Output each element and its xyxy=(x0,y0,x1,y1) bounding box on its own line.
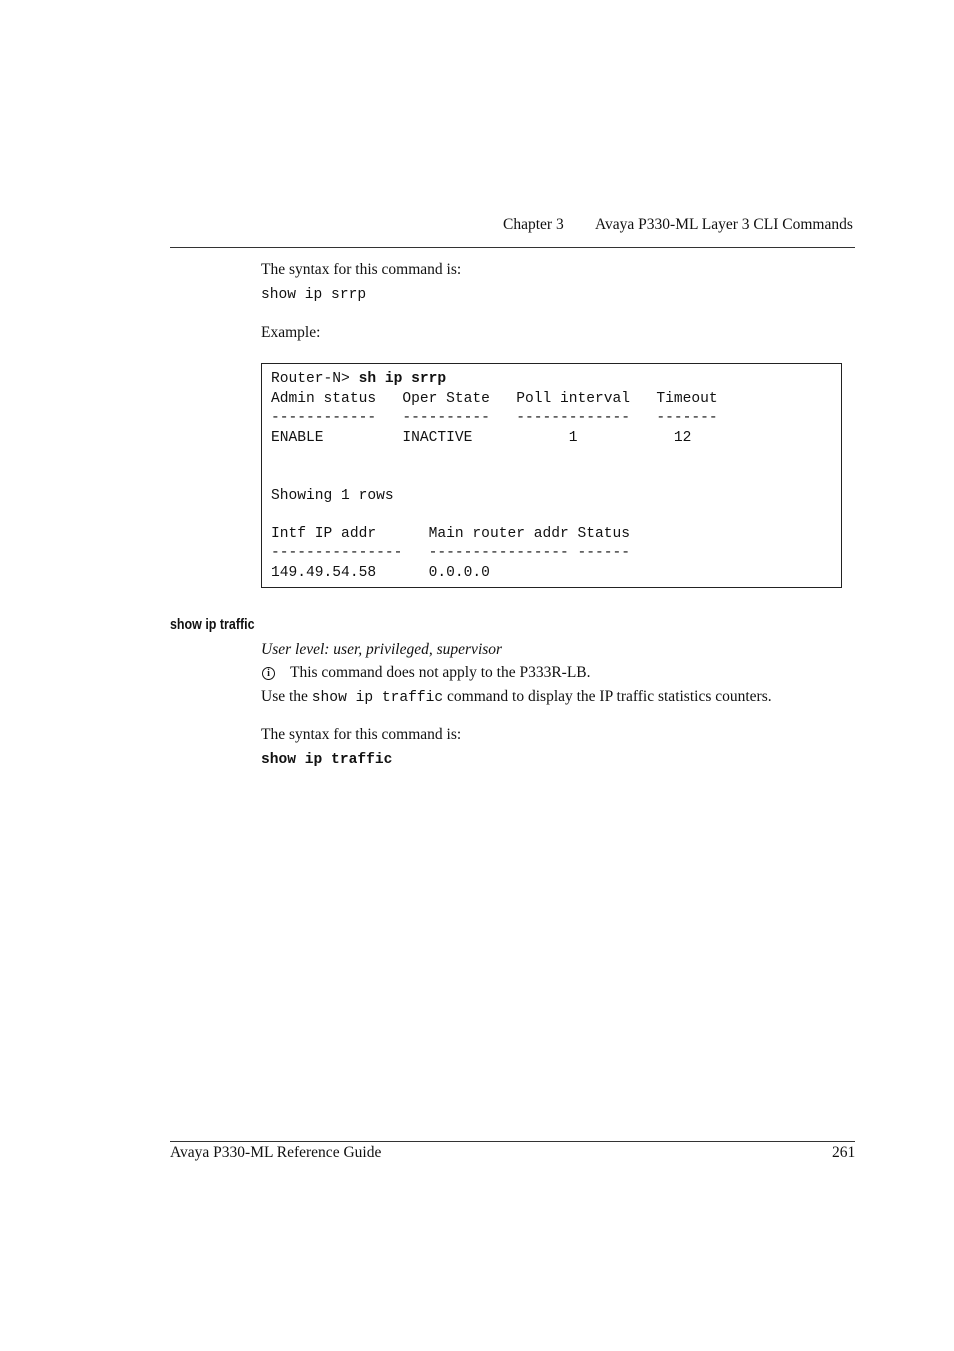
code-example-box xyxy=(261,363,842,588)
footer-rule xyxy=(170,1141,855,1142)
code-command: sh ip srrp xyxy=(358,371,447,387)
info-icon: i xyxy=(262,667,275,680)
header-chapter: Chapter 3 xyxy=(503,216,564,233)
user-level: User level: user, privileged, supervisor xyxy=(261,641,503,658)
note-text: This command does not apply to the P333R-LB. xyxy=(290,664,591,681)
code-line: ------------ ---------- ------------- ------- xyxy=(271,410,718,426)
code-line: --------------- ---------------- ------ xyxy=(271,545,631,561)
code-line: Admin status Oper State Poll interval Timeout xyxy=(271,391,718,407)
traffic-syntax-intro: The syntax for this command is: xyxy=(261,726,462,743)
example-label: Example: xyxy=(261,324,321,341)
header-rule xyxy=(170,247,855,248)
header-title: Avaya P330-ML Layer 3 CLI Commands xyxy=(595,216,853,233)
code-line: 149.49.54.58 0.0.0.0 xyxy=(271,565,490,581)
traffic-syntax-command: show ip traffic xyxy=(261,752,393,768)
section-heading: show ip traffic xyxy=(170,617,255,633)
code-prompt-line xyxy=(271,370,446,388)
srrp-syntax-command: show ip srrp xyxy=(261,287,367,303)
code-line: ENABLE INACTIVE 1 12 xyxy=(271,430,692,446)
use-suffix: command to display the IP traffic statistics counters. xyxy=(443,688,772,705)
code-line: Intf IP addr Main router addr Status xyxy=(271,526,631,542)
code-prompt: Router-N> xyxy=(271,371,359,387)
use-description xyxy=(261,688,772,706)
srrp-syntax-intro: The syntax for this command is: xyxy=(261,261,462,278)
use-prefix: Use the xyxy=(261,688,312,705)
footer-guide: Avaya P330-ML Reference Guide xyxy=(170,1144,382,1161)
use-command: show ip traffic xyxy=(311,690,444,706)
page-number: 261 xyxy=(832,1144,856,1161)
code-line: Showing 1 rows xyxy=(271,488,394,504)
